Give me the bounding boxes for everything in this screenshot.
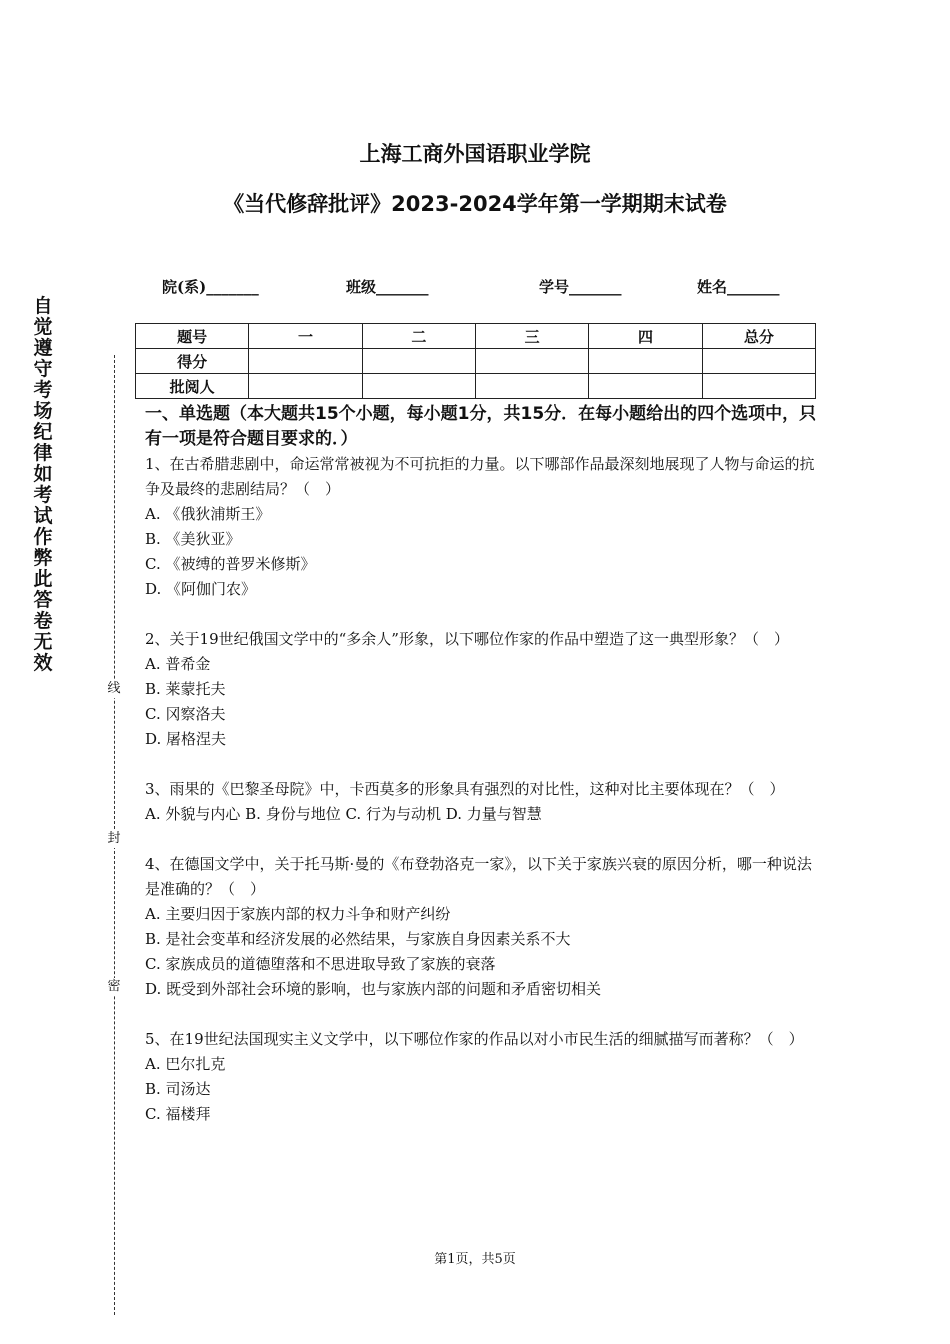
option-d: D. 既受到外部社会环境的影响，也与家族内部的问题和矛盾密切相关 xyxy=(145,980,602,998)
header-cell: 四 xyxy=(589,324,702,349)
row-label: 得分 xyxy=(136,349,249,374)
option-b: B. 司汤达 xyxy=(145,1080,211,1098)
option-d: D. 《阿伽门农》 xyxy=(145,580,257,598)
question-text: 5、在19世纪法国现实主义文学中，以下哪位作家的作品以对小市民生活的细腻描写而著称？（ ） xyxy=(145,1030,804,1048)
option-b: B. 莱蒙托夫 xyxy=(145,680,226,698)
question-block xyxy=(145,627,825,752)
score-cell xyxy=(362,349,475,374)
option-c: C. 冈察洛夫 xyxy=(145,705,226,723)
binding-mark-secret: 密 xyxy=(105,978,123,996)
exam-title: 《当代修辞批评》2023-2024学年第一学期期末试卷 xyxy=(223,192,727,216)
question-block xyxy=(145,777,825,827)
question-block xyxy=(145,1027,825,1127)
score-cell xyxy=(475,349,588,374)
question-text: 3、雨果的《巴黎圣母院》中，卡西莫多的形象具有强烈的对比性，这种对比主要体现在？（ ） xyxy=(145,780,785,798)
grader-row xyxy=(136,374,816,399)
grader-cell xyxy=(362,374,475,399)
exam-discipline-note: 自觉遵守考场纪律如考试作弊此答卷无效 xyxy=(33,295,53,674)
option-a: A. 巴尔扎克 xyxy=(145,1055,226,1073)
option-b: B. 《美狄亚》 xyxy=(145,530,241,548)
grader-cell xyxy=(249,374,362,399)
question-text: 2、关于19世纪俄国文学中的“多余人”形象，以下哪位作家的作品中塑造了这一典型形象？（ ） xyxy=(145,630,789,648)
question-block xyxy=(145,852,825,1002)
header-cell: 二 xyxy=(362,324,475,349)
question-block xyxy=(145,452,825,602)
option-d: D. 屠格涅夫 xyxy=(145,730,227,748)
option-c: C. 《被缚的普罗米修斯》 xyxy=(145,555,316,573)
question-text: 1、在古希腊悲剧中，命运常常被视为不可抗拒的力量。以下哪部作品最深刻地展现了人物与命运的抗争及最终的悲剧结局？（ ） xyxy=(145,455,815,498)
score-table xyxy=(135,323,816,399)
name-field: 姓名_______ xyxy=(697,278,780,296)
question-text: 4、在德国文学中，关于托马斯·曼的《布登勃洛克一家》，以下关于家族兴衰的原因分析，哪一种说法是准确的？（ ） xyxy=(145,855,812,898)
score-cell xyxy=(589,349,702,374)
class-field: 班级_______ xyxy=(346,278,429,296)
student-id-field: 学号_______ xyxy=(539,278,622,296)
score-cell xyxy=(249,349,362,374)
header-cell: 三 xyxy=(475,324,588,349)
question-content xyxy=(145,402,825,1127)
page-number: 第1页，共5页 xyxy=(434,1252,516,1267)
binding-mark-line: 线 xyxy=(105,680,123,698)
binding-mark-seal: 封 xyxy=(105,830,123,848)
header-cell: 一 xyxy=(249,324,362,349)
grader-cell xyxy=(475,374,588,399)
score-table-header-row xyxy=(136,324,816,349)
option-a: A. 主要归因于家族内部的权力斗争和财产纠纷 xyxy=(145,905,451,923)
grader-cell xyxy=(589,374,702,399)
option-c: C. 福楼拜 xyxy=(145,1105,211,1123)
school-name: 上海工商外国语职业学院 xyxy=(359,142,591,166)
header-cell: 题号 xyxy=(136,324,249,349)
score-cell xyxy=(702,349,815,374)
department-field: 院(系)_______ xyxy=(162,278,259,296)
header-cell: 总分 xyxy=(702,324,815,349)
section-heading: 一、单选题（本大题共15个小题，每小题1分，共15分．在每小题给出的四个选项中，只有一项是符合题目要求的．） xyxy=(145,404,817,449)
option-b: B. 是社会变革和经济发展的必然结果，与家族自身因素关系不大 xyxy=(145,930,571,948)
option-c: C. 家族成员的道德堕落和不思进取导致了家族的衰落 xyxy=(145,955,496,973)
option-a: A. 《俄狄浦斯王》 xyxy=(145,505,271,523)
options-inline: A. 外貌与内心 B. 身份与地位 C. 行为与动机 D. 力量与智慧 xyxy=(145,805,542,823)
row-label: 批阅人 xyxy=(136,374,249,399)
option-a: A. 普希金 xyxy=(145,655,211,673)
score-row xyxy=(136,349,816,374)
grader-cell xyxy=(702,374,815,399)
